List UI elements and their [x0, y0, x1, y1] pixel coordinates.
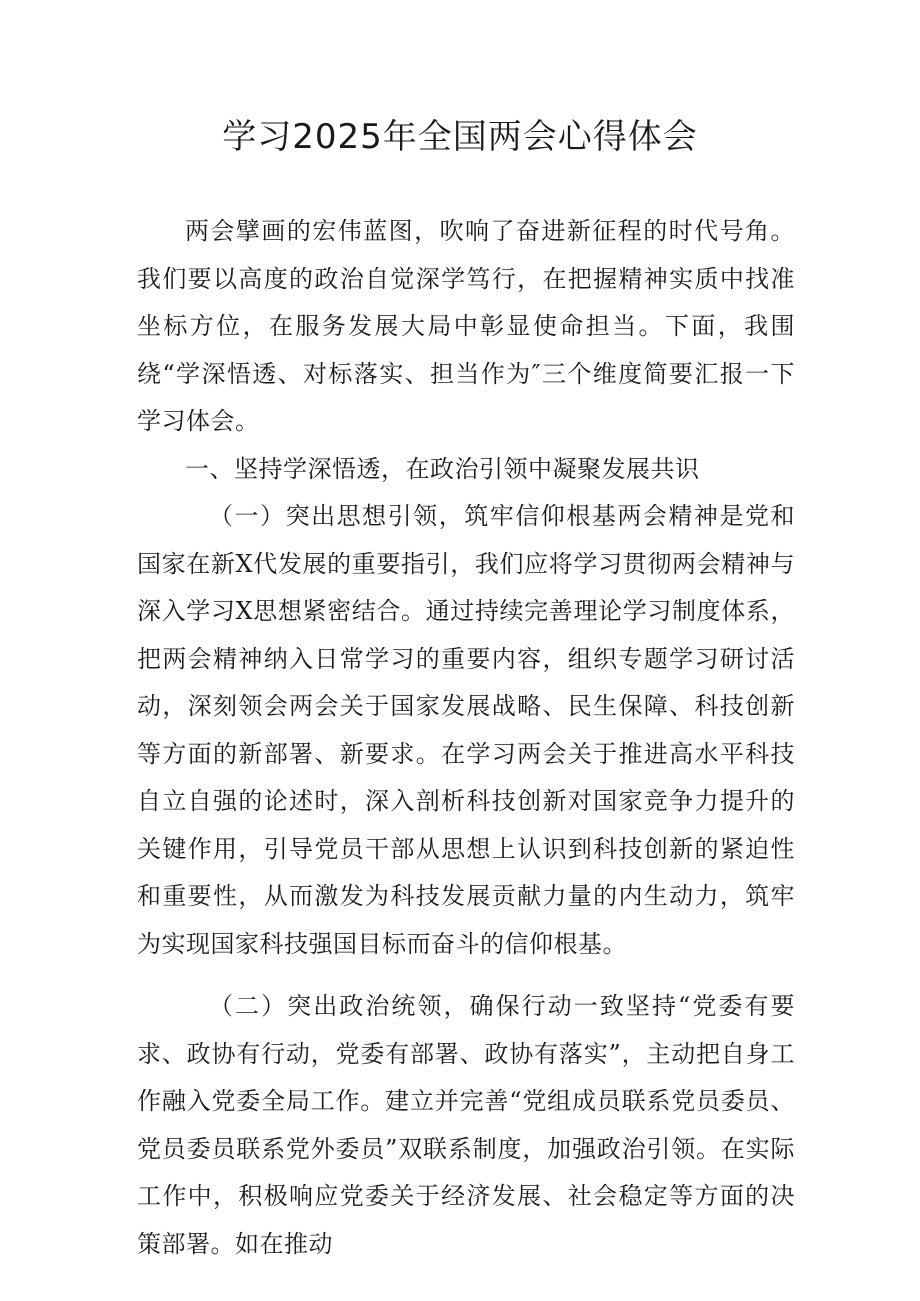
subsection-paragraph-1: （一）突出思想引领，筑牢信仰根基两会精神是党和国家在新X代发展的重要指引，我们应将学习贯彻两会精神与深入学习X思想紧密结合。通过持续完善理论学习制度体系，把两会精神纳入日常学习的重要内容，组织专题学习研讨活动，深刻领会两会关于国家发展战略、民生保障、科技创新等方面的新部署、新要求。在学习两会关于推进高水平科技自立自强的论述时，深入剖析科技创新对国家竞争力提升的关键作用，引导党员干部从思想上认识到科技创新的紧迫性和重要性，从而激发为科技发展贡献力量的内生动力，筑牢为实现国家科技强国目标而奋斗的信仰根基。 [137, 502, 795, 958]
section-heading-1: 一、坚持学深悟透，在政治引领中凝聚发展共识 [185, 454, 700, 483]
subsection-paragraph-2: （二）突出政治统领，确保行动一致坚持“党委有要求、政协有行动，党委有部署、政协有落实”，主动把自身工作融入党委全局工作。建立并完善“党组成员联系党员委员、党员委员联系党外委员”双联系制度，加强政治引领。在实际工作中，积极响应党委关于经济发展、社会稳定等方面的决策部署。如在推动 [137, 992, 795, 1258]
document-title: 学习2025年全国两会心得体会 [222, 117, 698, 157]
intro-paragraph: 两会擘画的宏伟蓝图，吹响了奋进新征程的时代号角。我们要以高度的政治自觉深学笃行，在把握精神实质中找准坐标方位，在服务发展大局中彰显使命担当。下面，我围绕“学深悟透、对标落实、担当作为″三个维度简要汇报一下学习体会。 [137, 217, 795, 435]
